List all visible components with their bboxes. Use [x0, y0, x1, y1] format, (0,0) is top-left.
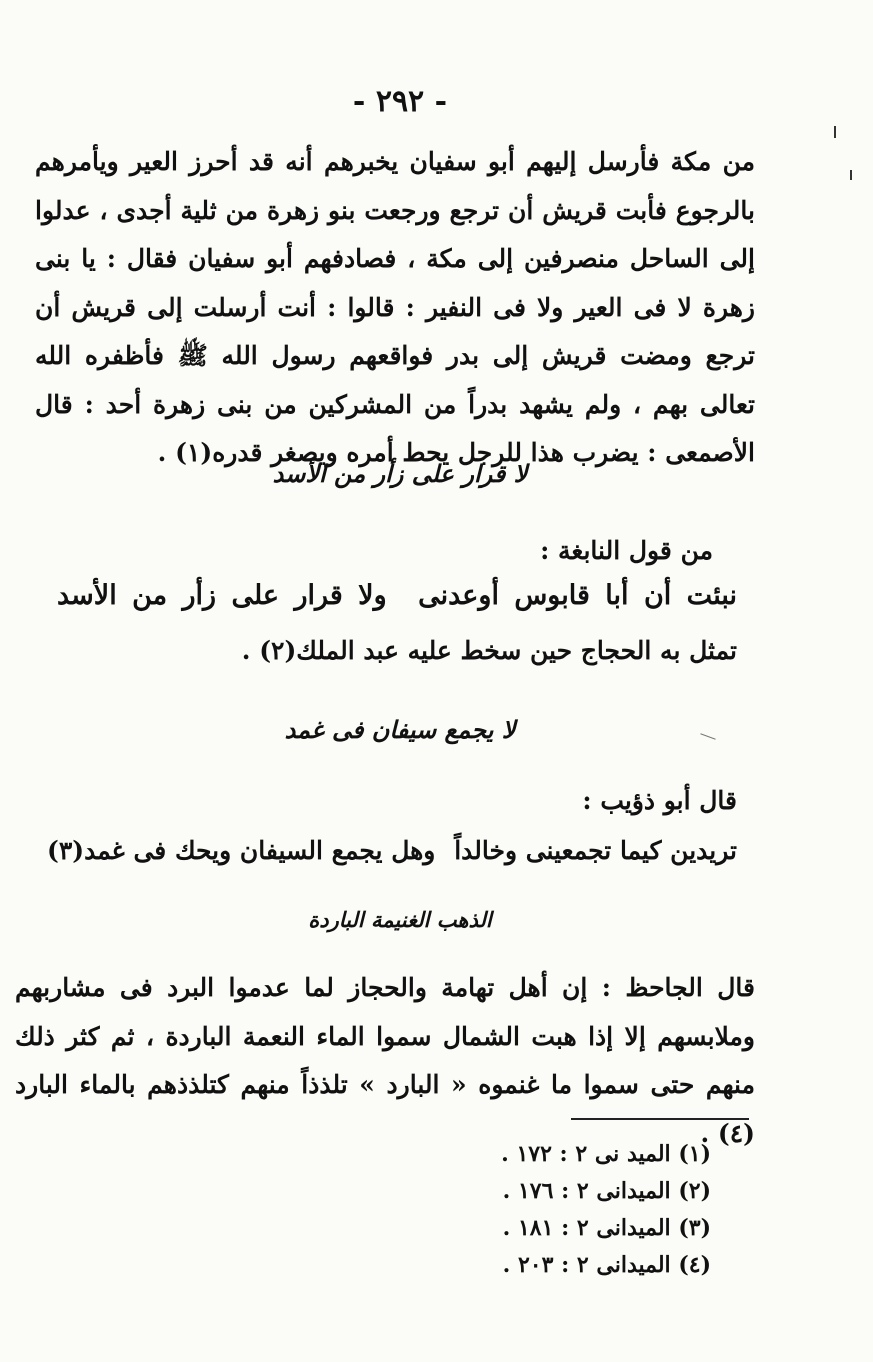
footnotes: [451, 1136, 711, 1284]
body-paragraph: قال الجاحظ : إن أهل تهامة والحجاز لما عدموا البرد فى مشاربهم وملابسهم إلا إذا هبت الشمال سموا الماء النعمة الباردة ، ثم كثر ذلك منهم حتى سموا ما غنموه « البارد » تلذذاً منهم كتلذذهم بالماء البارد (٤) .: [15, 973, 755, 1148]
margin-mark: [850, 170, 852, 180]
verse-intro: قال أبو ذؤيب :: [582, 786, 737, 815]
verse-second-hemistich: وهل يجمع السيفان ويحك فى غمد(٣): [47, 836, 436, 865]
margin-mark: [834, 126, 836, 138]
scan-speck: [700, 733, 715, 739]
proverb-heading: لا يجمع سيفان فى غمد: [284, 716, 516, 744]
footnote-divider: [571, 1118, 749, 1120]
verse-second-hemistich: ولا قرار على زأر من الأسد: [57, 580, 387, 611]
footnote: (٤) الميدانى ٢ : ٢٠٣ .: [502, 1252, 711, 1278]
proverb-heading: الذهب الغنيمة الباردة: [308, 908, 492, 932]
footnote: (٢) الميدانى ٢ : ١٧٦ .: [502, 1178, 711, 1204]
proverb-heading: لا قرار على زأر من الأسد: [272, 460, 528, 488]
verse-first-hemistich: نبئت أن أبا قابوس أوعدنى: [418, 580, 737, 611]
verse-note: تمثل به الحجاج حين سخط عليه عبد الملك(٢) .: [241, 636, 737, 665]
poem-verse: [57, 580, 737, 611]
verse-first-hemistich: تريدين كيما تجمعينى وخالداً: [454, 836, 737, 865]
footnote: (١) الميد نى ٢ : ١٧٢ .: [501, 1141, 711, 1167]
body-paragraph: من مكة فأرسل إليهم أبو سفيان يخبرهم أنه قد أحرز العير ويأمرهم بالرجوع فأبت قريش أن ترجع ورجعت بنو زهرة من ثلية أجدى ، عدلوا إلى الساحل منصرفين إلى مكة ، فصادفهم أبو سفيان فقال : يا بنى زهرة لا فى العير ولا فى النفير : قالوا : أنت أرسلت إلى قريش أن ترجع ومضت قريش إلى بدر فواقعهم رسول الله ﷺ فأظفره الله تعالى بهم ، ولم يشهد بدراً من المشركين من بنى زهرة أحد : قال الأصمعى : يضرب هذا للرجل يحط أمره ويصغر قدره(١) .: [35, 147, 755, 467]
verse-intro: من قول النابغة :: [540, 536, 713, 565]
footnote: (٣) الميدانى ٢ : ١٨١ .: [502, 1215, 711, 1241]
poem-verse: [47, 836, 737, 865]
page-number: - ٢٩٢ -: [352, 84, 448, 119]
